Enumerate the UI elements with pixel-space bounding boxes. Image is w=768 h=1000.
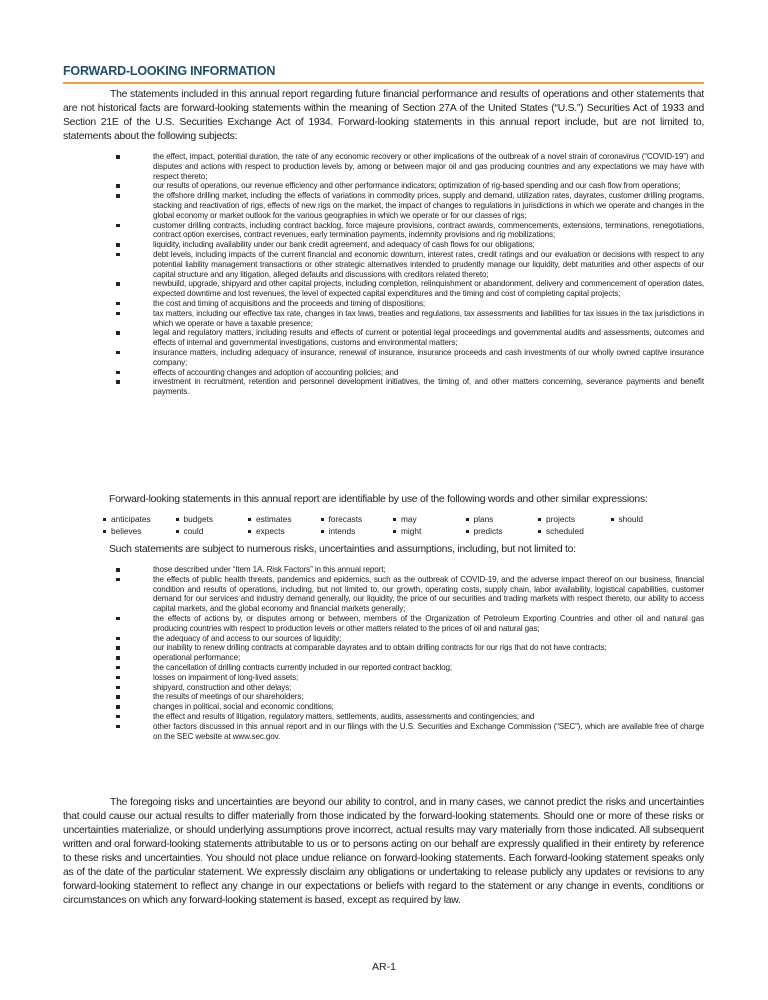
keyword-item: might bbox=[393, 526, 466, 536]
subject-item: our results of operations, our revenue efficiency and other performance indicators; optimization of rig-based spending and our cash flow from operations; bbox=[110, 181, 704, 191]
risk-item: those described under “Item 1A. Risk Factors” in this annual report; bbox=[110, 565, 704, 575]
risk-item: our inability to renew drilling contracts at comparable dayrates and to obtain drilling contracts for our rigs that do not have contracts; bbox=[110, 643, 704, 653]
keyword-item: believes bbox=[103, 526, 176, 536]
subject-item: the effect, impact, potential duration, the rate of any economic recovery or other implications of the outbreak of a novel strain of coronavirus (“COVID-19”) and disputes and actions with respect to production levels by, among or between major oil and gas producing countries and any expectations we may have with respect thereto; bbox=[110, 152, 704, 181]
subject-item: effects of accounting changes and adoption of accounting policies; and bbox=[110, 368, 704, 378]
risk-item: the effect and results of litigation, regulatory matters, settlements, audits, assessments and contingencies; and bbox=[110, 712, 704, 722]
subject-item: liquidity, including availability under our bank credit agreement, and adequacy of cash flows for our obligations; bbox=[110, 240, 704, 250]
risk-item: the cancellation of drilling contracts currently included in our reported contract backlog; bbox=[110, 663, 704, 673]
closing-paragraph: The foregoing risks and uncertainties are beyond our ability to control, and in many cases, we cannot predict the risks and uncertainties that could cause our actual results to differ materially from those indicated by the forward-looking statements. Should one or more of these risks or uncertainties materialize, or should underlying assumptions prove incorrect, actual results may vary materially from those indicated. All subsequent written and oral forward-looking statements attributable to us or to persons acting on our behalf are expressly qualified in their entirety by reference to these risks and uncertainties. You should not place undue reliance on forward-looking statements. Each forward-looking statement speaks only as of the date of the particular statement. We expressly disclaim any obligations or undertaking to release publicly any updates or revisions to any forward-looking statement to reflect any change in our expectations or beliefs with regard to the statement or any change in events, conditions or circumstances on which any forward-looking statement is based, except as required by law. bbox=[63, 797, 704, 906]
keyword-item: intends bbox=[321, 526, 394, 536]
risk-item: the effects of actions by, or disputes among or between, members of the Organization of Petroleum Exporting Countries and other oil and natural gas producing countries with respect to production levels or other matters related to the prices of oil and natural gas; bbox=[110, 614, 704, 634]
risks-list bbox=[110, 565, 704, 741]
risks-lead: Such statements are subject to numerous risks, uncertainties and assumptions, including, but not limited to: bbox=[109, 544, 576, 555]
keyword-item: forecasts bbox=[321, 514, 394, 524]
risk-item: the effects of public health threats, pandemics and epidemics, such as the outbreak of COVID-19, and the adverse impact thereof on our business, financial condition and results of operations, including, but not limited to, our growth, operating costs, supply chain, labor availability, logistical capabilities, customer demand for our services and industry demand generally, our liquidity, the price of our securities and trading markets with respect thereto, our ability to access capital markets, and the global economy and financial markets generally; bbox=[110, 575, 704, 614]
risk-item: other factors discussed in this annual report and in our filings with the U.S. Securities and Exchange Commission (“SEC”), which are available free of charge on the SEC website at www.sec.gov. bbox=[110, 722, 704, 742]
section-heading: FORWARD-LOOKING INFORMATION bbox=[63, 64, 276, 78]
keyword-item: anticipates bbox=[103, 514, 176, 524]
subject-item: debt levels, including impacts of the current financial and economic downturn, interest rates, credit ratings and our evaluation or decisions with respect to any potential liability management transactions or other strategic alternatives intended to prudently manage our liquidity, debt maturities and other aspects of our capital structure and any litigation, alleged defaults and discussions with creditors related thereto; bbox=[110, 250, 704, 279]
risk-item: changes in political, social and economic conditions; bbox=[110, 702, 704, 712]
keyword-item: scheduled bbox=[538, 526, 611, 536]
keyword-item: may bbox=[393, 514, 466, 524]
subjects-list bbox=[110, 152, 704, 397]
subject-item: investment in recruitment, retention and personnel development initiatives, the timing of, and other matters concerning, severance payments and benefit payments. bbox=[110, 377, 704, 397]
page-number: AR-1 bbox=[372, 961, 396, 973]
risk-item: losses on impairment of long-lived assets; bbox=[110, 673, 704, 683]
subject-item: legal and regulatory matters, including results and effects of current or potential legal proceedings and governmental audits and assessments, outcomes and effects of internal and governmental investigations, customs and environmental matters; bbox=[110, 328, 704, 348]
keyword-item: budgets bbox=[176, 514, 249, 524]
risk-item: operational performance; bbox=[110, 653, 704, 663]
keyword-item: estimates bbox=[248, 514, 321, 524]
subject-item: newbuild, upgrade, shipyard and other capital projects, including completion, relinquishment or abandonment, delivery and commencement of operation dates, expected downtime and lost revenues, the level of expected capital expenditures and the timing and cost of completing capital projects; bbox=[110, 279, 704, 299]
subject-item: tax matters, including our effective tax rate, changes in tax laws, treaties and regulations, tax assessments and liabilities for tax issues in the tax jurisdictions in which we operate or have a taxable presence; bbox=[110, 309, 704, 329]
subject-item: the cost and timing of acquisitions and the proceeds and timing of dispositions; bbox=[110, 299, 704, 309]
keyword-item: expects bbox=[248, 526, 321, 536]
risk-item: shipyard, construction and other delays; bbox=[110, 683, 704, 693]
intro-paragraph: The statements included in this annual report regarding future financial performance and results of operations and other statements that are not historical facts are forward-looking statements within the meaning of Section 27A of the United States (“U.S.”) Securities Act of 1933 and Section 21E of the U.S. Securities Exchange Act of 1934. Forward-looking statements in this annual report include, but are not limited to, statements about the following subjects: bbox=[63, 89, 704, 142]
keyword-item: predicts bbox=[466, 526, 539, 536]
subject-item: insurance matters, including adequacy of insurance, renewal of insurance, insurance proceeds and cash investments of our wholly owned captive insurance company; bbox=[110, 348, 704, 368]
keyword-item: should bbox=[611, 514, 684, 524]
words-lead: Forward-looking statements in this annual report are identifiable by use of the following words and other similar expressions: bbox=[109, 494, 648, 505]
subject-item: the offshore drilling market, including the effects of variations in commodity prices, supply and demand, utilization rates, dayrates, customer drilling programs, stacking and reactivation of rigs, effects of new rigs on the market, the impact of changes to regulations in jurisdictions in which we operate and changes in the global economy or market outlook for the various geographies in which we operate or for our classes of rigs; bbox=[110, 191, 704, 220]
keyword-item: plans bbox=[466, 514, 539, 524]
keywords-grid bbox=[103, 514, 683, 536]
heading-rule bbox=[63, 82, 704, 84]
keyword-item: projects bbox=[538, 514, 611, 524]
subject-item: customer drilling contracts, including contract backlog, force majeure provisions, contract awards, commencements, extensions, terminations, renegotiations, contract option exercises, contract revenues, early termination payments, indemnity provisions and rig mobilizations; bbox=[110, 221, 704, 241]
risk-item: the results of meetings of our shareholders; bbox=[110, 692, 704, 702]
keyword-item: could bbox=[176, 526, 249, 536]
risk-item: the adequacy of and access to our sources of liquidity; bbox=[110, 634, 704, 644]
